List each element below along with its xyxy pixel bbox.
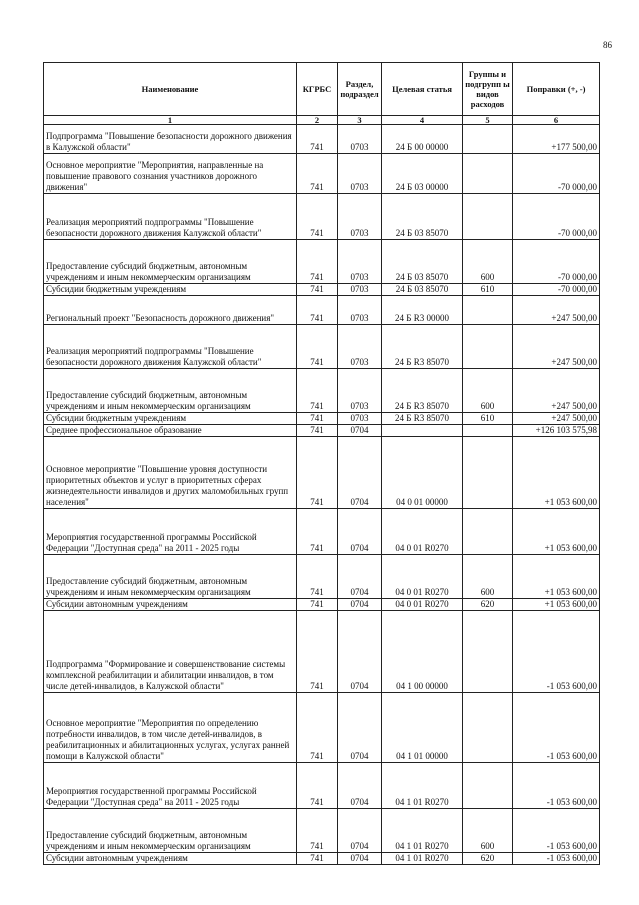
cell-group bbox=[463, 509, 513, 555]
cell-section: 0703 bbox=[338, 194, 382, 240]
cell-group bbox=[463, 194, 513, 240]
cell-target: 04 1 01 R0270 bbox=[382, 809, 463, 853]
cell-section: 0704 bbox=[338, 425, 382, 437]
cell-amount: +1 053 600,00 bbox=[513, 599, 600, 611]
cell-target: 24 Б 03 85070 bbox=[382, 240, 463, 284]
cell-amount: +126 103 575,98 bbox=[513, 425, 600, 437]
cell-name: Подпрограмма "Формирование и совершенствование системы комплексной реабилитации и абилитации инвалидов, в том числе детей-инвалидов, в Калужской области" bbox=[44, 611, 297, 693]
header-kgrbs: КГРБС bbox=[297, 63, 338, 116]
cell-target: 24 Б R3 00000 bbox=[382, 296, 463, 325]
cell-target: 24 Б 03 00000 bbox=[382, 154, 463, 194]
cell-target: 24 Б R3 85070 bbox=[382, 325, 463, 369]
cell-target: 24 Б 00 00000 bbox=[382, 125, 463, 154]
cell-section: 0704 bbox=[338, 853, 382, 865]
cell-kgrbs: 741 bbox=[297, 555, 338, 599]
cell-kgrbs: 741 bbox=[297, 809, 338, 853]
cell-section: 0704 bbox=[338, 763, 382, 809]
cell-name: Региональный проект "Безопасность дорожного движения" bbox=[44, 296, 297, 325]
cell-section: 0704 bbox=[338, 611, 382, 693]
cell-group: 610 bbox=[463, 284, 513, 296]
cell-kgrbs: 741 bbox=[297, 125, 338, 154]
table-body bbox=[44, 125, 600, 865]
cell-amount: +247 500,00 bbox=[513, 369, 600, 413]
cell-name: Субсидии автономным учреждениям bbox=[44, 599, 297, 611]
cell-kgrbs: 741 bbox=[297, 369, 338, 413]
cell-section: 0704 bbox=[338, 555, 382, 599]
column-number: 1 bbox=[44, 116, 297, 125]
header-target: Целевая статья bbox=[382, 63, 463, 116]
cell-amount: +247 500,00 bbox=[513, 296, 600, 325]
cell-amount: -1 053 600,00 bbox=[513, 809, 600, 853]
cell-section: 0704 bbox=[338, 437, 382, 509]
cell-target: 24 Б R3 85070 bbox=[382, 369, 463, 413]
cell-target: 04 1 01 00000 bbox=[382, 693, 463, 763]
table-row bbox=[44, 240, 600, 284]
header-name: Наименование bbox=[44, 63, 297, 116]
table-row bbox=[44, 325, 600, 369]
column-number: 6 bbox=[513, 116, 600, 125]
table-row bbox=[44, 284, 600, 296]
table-row bbox=[44, 555, 600, 599]
table-row bbox=[44, 763, 600, 809]
cell-target: 04 0 01 R0270 bbox=[382, 555, 463, 599]
cell-amount: -70 000,00 bbox=[513, 240, 600, 284]
cell-group: 620 bbox=[463, 599, 513, 611]
cell-group bbox=[463, 154, 513, 194]
cell-target: 04 0 01 R0270 bbox=[382, 509, 463, 555]
column-number: 4 bbox=[382, 116, 463, 125]
cell-kgrbs: 741 bbox=[297, 611, 338, 693]
cell-kgrbs: 741 bbox=[297, 599, 338, 611]
cell-group bbox=[463, 325, 513, 369]
cell-target: 04 0 01 00000 bbox=[382, 437, 463, 509]
cell-section: 0703 bbox=[338, 125, 382, 154]
cell-section: 0703 bbox=[338, 240, 382, 284]
cell-kgrbs: 741 bbox=[297, 325, 338, 369]
column-number: 2 bbox=[297, 116, 338, 125]
cell-name: Субсидии автономным учреждениям bbox=[44, 853, 297, 865]
cell-group: 600 bbox=[463, 369, 513, 413]
cell-name: Среднее профессиональное образование bbox=[44, 425, 297, 437]
cell-target: 04 1 01 R0270 bbox=[382, 853, 463, 865]
cell-group bbox=[463, 611, 513, 693]
table-row bbox=[44, 125, 600, 154]
cell-group: 600 bbox=[463, 240, 513, 284]
budget-amendments-table bbox=[43, 62, 600, 865]
cell-amount: -70 000,00 bbox=[513, 154, 600, 194]
cell-group bbox=[463, 693, 513, 763]
cell-name: Мероприятия государственной программы Российской Федерации "Доступная среда" на 2011 - 2025 годы bbox=[44, 509, 297, 555]
cell-amount: +1 053 600,00 bbox=[513, 509, 600, 555]
cell-amount: +177 500,00 bbox=[513, 125, 600, 154]
table-row bbox=[44, 809, 600, 853]
cell-kgrbs: 741 bbox=[297, 763, 338, 809]
table-row bbox=[44, 509, 600, 555]
cell-section: 0703 bbox=[338, 284, 382, 296]
column-number-row bbox=[44, 116, 600, 125]
table-row bbox=[44, 599, 600, 611]
cell-target: 04 1 00 00000 bbox=[382, 611, 463, 693]
cell-group bbox=[463, 125, 513, 154]
cell-kgrbs: 741 bbox=[297, 437, 338, 509]
table-row bbox=[44, 194, 600, 240]
cell-kgrbs: 741 bbox=[297, 240, 338, 284]
cell-amount: -1 053 600,00 bbox=[513, 763, 600, 809]
cell-name: Предоставление субсидий бюджетным, автономным учреждениям и иным некоммерческим организациям bbox=[44, 240, 297, 284]
table-row bbox=[44, 369, 600, 413]
cell-name: Предоставление субсидий бюджетным, автономным учреждениям и иным некоммерческим организациям bbox=[44, 369, 297, 413]
header-amendments: Поправки (+, -) bbox=[513, 63, 600, 116]
cell-target: 04 0 01 R0270 bbox=[382, 599, 463, 611]
cell-group bbox=[463, 763, 513, 809]
table-row bbox=[44, 437, 600, 509]
cell-amount: -1 053 600,00 bbox=[513, 611, 600, 693]
table-row bbox=[44, 425, 600, 437]
cell-name: Подпрограмма "Повышение безопасности дорожного движения в Калужской области" bbox=[44, 125, 297, 154]
cell-name: Основное мероприятие "Повышение уровня доступности приоритетных объектов и услуг в приоритетных сферах жизнедеятельности инвалидов и других маломобильных групп населения" bbox=[44, 437, 297, 509]
table-row bbox=[44, 296, 600, 325]
cell-section: 0704 bbox=[338, 693, 382, 763]
cell-section: 0704 bbox=[338, 599, 382, 611]
cell-group: 600 bbox=[463, 809, 513, 853]
cell-amount: +1 053 600,00 bbox=[513, 555, 600, 599]
cell-amount: +1 053 600,00 bbox=[513, 437, 600, 509]
cell-kgrbs: 741 bbox=[297, 509, 338, 555]
cell-kgrbs: 741 bbox=[297, 853, 338, 865]
cell-target: 24 Б 03 85070 bbox=[382, 194, 463, 240]
cell-section: 0703 bbox=[338, 154, 382, 194]
header-row bbox=[44, 63, 600, 116]
cell-name: Субсидии бюджетным учреждениям bbox=[44, 284, 297, 296]
cell-section: 0703 bbox=[338, 325, 382, 369]
cell-amount: -1 053 600,00 bbox=[513, 853, 600, 865]
cell-target: 24 Б R3 85070 bbox=[382, 413, 463, 425]
cell-group bbox=[463, 425, 513, 437]
cell-name: Предоставление субсидий бюджетным, автономным учреждениям и иным некоммерческим организациям bbox=[44, 809, 297, 853]
cell-amount: -1 053 600,00 bbox=[513, 693, 600, 763]
cell-kgrbs: 741 bbox=[297, 194, 338, 240]
cell-group: 600 bbox=[463, 555, 513, 599]
table-row bbox=[44, 853, 600, 865]
cell-section: 0703 bbox=[338, 296, 382, 325]
cell-target: 24 Б 03 85070 bbox=[382, 284, 463, 296]
cell-target bbox=[382, 425, 463, 437]
cell-section: 0703 bbox=[338, 369, 382, 413]
cell-name: Реализация мероприятий подпрограммы "Повышение безопасности дорожного движения Калужской области" bbox=[44, 194, 297, 240]
column-number: 3 bbox=[338, 116, 382, 125]
cell-kgrbs: 741 bbox=[297, 693, 338, 763]
cell-section: 0704 bbox=[338, 509, 382, 555]
cell-section: 0703 bbox=[338, 413, 382, 425]
cell-name: Основное мероприятие "Мероприятия по определению потребности инвалидов, в том числе детей-инвалидов, в реабилитационных и абилитационных услугах, услугах ранней помощи в Калужской области" bbox=[44, 693, 297, 763]
cell-group: 620 bbox=[463, 853, 513, 865]
column-number: 5 bbox=[463, 116, 513, 125]
cell-group bbox=[463, 296, 513, 325]
table-row bbox=[44, 154, 600, 194]
cell-kgrbs: 741 bbox=[297, 413, 338, 425]
cell-kgrbs: 741 bbox=[297, 425, 338, 437]
cell-target: 04 1 01 R0270 bbox=[382, 763, 463, 809]
page-number: 86 bbox=[603, 40, 612, 50]
cell-section: 0704 bbox=[338, 809, 382, 853]
header-section: Раздел, подраздел bbox=[338, 63, 382, 116]
cell-group bbox=[463, 437, 513, 509]
cell-kgrbs: 741 bbox=[297, 284, 338, 296]
cell-name: Предоставление субсидий бюджетным, автономным учреждениям и иным некоммерческим организациям bbox=[44, 555, 297, 599]
cell-amount: +247 500,00 bbox=[513, 325, 600, 369]
cell-name: Мероприятия государственной программы Российской Федерации "Доступная среда" на 2011 - 2025 годы bbox=[44, 763, 297, 809]
cell-name: Субсидии бюджетным учреждениям bbox=[44, 413, 297, 425]
table-row bbox=[44, 611, 600, 693]
table-row bbox=[44, 693, 600, 763]
cell-kgrbs: 741 bbox=[297, 296, 338, 325]
table-row bbox=[44, 413, 600, 425]
cell-amount: -70 000,00 bbox=[513, 284, 600, 296]
header-groups: Группы и подгрупп ы видов расходов bbox=[463, 63, 513, 116]
cell-amount: +247 500,00 bbox=[513, 413, 600, 425]
cell-group: 610 bbox=[463, 413, 513, 425]
cell-amount: -70 000,00 bbox=[513, 194, 600, 240]
cell-name: Реализация мероприятий подпрограммы "Повышение безопасности дорожного движения Калужской области" bbox=[44, 325, 297, 369]
cell-name: Основное мероприятие "Мероприятия, направленные на повышение правового сознания участников дорожного движения" bbox=[44, 154, 297, 194]
cell-kgrbs: 741 bbox=[297, 154, 338, 194]
